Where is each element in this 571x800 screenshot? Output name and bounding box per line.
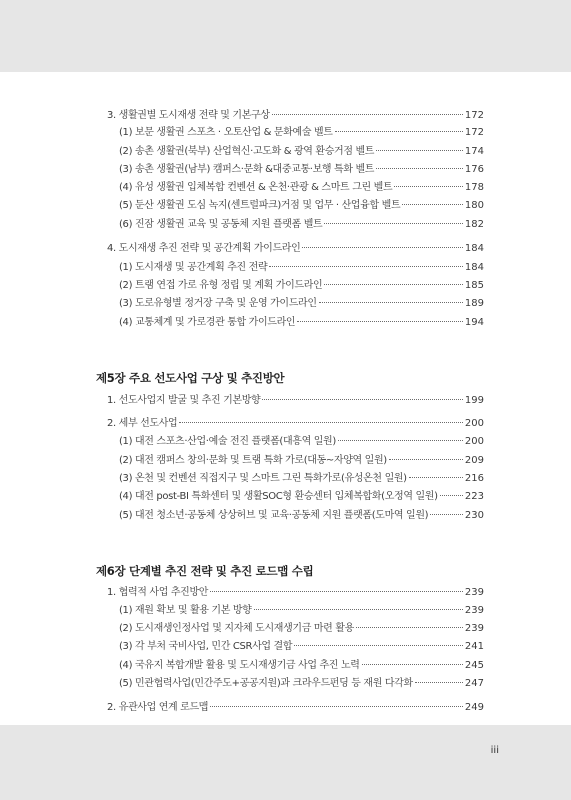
leader-dots (210, 591, 463, 592)
toc-item[interactable] (119, 623, 484, 635)
toc-entry-label: (4) 유성 생활권 입체복합 컨벤션 & 온천·관광 & 스마트 그린 벨트 (119, 182, 393, 193)
toc-item[interactable] (119, 262, 484, 274)
leader-dots (294, 645, 463, 646)
toc-entry-label: (4) 대전 post-BI 특화센터 및 생활SOC형 환승센터 입체복합화(오정역 일원) (119, 491, 438, 502)
toc-entry-label: (3) 도로유형별 정거장 구축 및 운영 가이드라인 (119, 298, 317, 309)
toc-page-number: 174 (464, 146, 484, 157)
toc-entry-label: (2) 트램 연접 가로 유형 정립 및 계획 가이드라인 (119, 280, 323, 291)
toc-page-number: 189 (464, 298, 484, 309)
page-number: iii (490, 745, 499, 756)
toc-item[interactable] (119, 280, 484, 292)
toc-entry-label: (4) 교통체계 및 가로경관 통합 가이드라인 (119, 317, 296, 328)
toc-page-number: 239 (464, 587, 484, 598)
toc-item[interactable] (119, 127, 484, 139)
toc-page-number: 223 (464, 491, 484, 502)
toc-page-number: 216 (464, 473, 484, 484)
leader-dots (376, 150, 463, 151)
toc-entry-label: (3) 송촌 생활권(남부) 캠퍼스·문화 &대중교통·보행 특화 벨트 (119, 164, 375, 175)
toc-item[interactable] (119, 200, 484, 212)
leader-dots (362, 664, 463, 665)
toc-page-number: 230 (464, 510, 484, 521)
toc-item[interactable] (119, 678, 484, 690)
toc-section-heading[interactable] (107, 395, 484, 407)
leader-dots (356, 627, 463, 628)
leader-dots (335, 131, 463, 132)
leader-dots (297, 321, 463, 322)
toc-page-number: 247 (464, 678, 484, 689)
toc-page-number: 249 (464, 702, 484, 713)
toc-item[interactable] (119, 219, 484, 231)
toc-page-number: 194 (464, 317, 484, 328)
header-band (0, 0, 571, 72)
leader-dots (272, 114, 463, 115)
toc-entry-label: (5) 민관협력사업(민간주도+공공지원)과 크라우드펀딩 등 재원 다각화 (119, 678, 413, 689)
toc-page-number: 241 (464, 641, 484, 652)
leader-dots (179, 422, 463, 423)
toc-entry-label: (1) 대전 스포츠·산업·예술 전진 플랫폼(대흥역 일원) (119, 436, 336, 447)
leader-dots (319, 302, 463, 303)
toc-entry-label: (2) 대전 캠퍼스 창의·문화 및 트램 특화 가로(대동~자양역 일원) (119, 455, 387, 466)
leader-dots (269, 266, 463, 267)
leader-dots (402, 204, 463, 205)
toc-entry-label: (4) 국유지 복합개발 활용 및 도시재생기금 사업 추진 노력 (119, 660, 360, 671)
toc-page-number: 239 (464, 605, 484, 616)
toc-page-number: 185 (464, 280, 484, 291)
toc-entry-label: (5) 대전 청소년·공동체 상상허브 및 교육·공동체 지원 플랫폼(도마역 일원) (119, 510, 429, 521)
leader-dots (415, 682, 463, 683)
toc-page-number: 180 (464, 200, 484, 211)
toc-entry-label: 2. 유관사업 연계 로드맵 (107, 702, 209, 713)
toc-section-heading[interactable] (107, 243, 484, 255)
leader-dots (376, 168, 463, 169)
toc-entry-label: (2) 송촌 생활권(북부) 산업혁신·고도화 & 광역 환승거점 벨트 (119, 146, 375, 157)
toc-entry-label: (1) 보문 생활권 스포츠 · 오토산업 & 문화예술 벨트 (119, 127, 333, 138)
toc-item[interactable] (119, 491, 484, 503)
leader-dots (440, 495, 463, 496)
toc-page-number: 209 (464, 455, 484, 466)
leader-dots (302, 247, 463, 248)
leader-dots (262, 399, 463, 400)
toc-section-heading[interactable] (107, 702, 484, 714)
toc-item[interactable] (119, 298, 484, 310)
toc-page-number: 200 (464, 436, 484, 447)
toc-page-number: 239 (464, 623, 484, 634)
leader-dots (430, 514, 463, 515)
toc-entry-label: 2. 세부 선도사업 (107, 418, 178, 429)
toc-section-heading[interactable] (107, 587, 484, 599)
leader-dots (324, 223, 463, 224)
toc-section-heading[interactable] (107, 418, 484, 430)
toc-page-number: 172 (464, 110, 484, 121)
toc-section-heading[interactable] (107, 110, 484, 122)
toc-page-number: 182 (464, 219, 484, 230)
toc-item[interactable] (119, 182, 484, 194)
toc-item[interactable] (119, 436, 484, 448)
chapter-title: 제5장 주요 선도사업 구상 및 추진방안 (96, 371, 285, 385)
toc-entry-label: (5) 둔산 생활권 도심 녹지(센트럴파크)거점 및 업무 · 산업융합 벨트 (119, 200, 401, 211)
toc-entry-label: (3) 온천 및 컨벤션 직접지구 및 스마트 그린 특화가로(유성온천 일원) (119, 473, 407, 484)
toc-page-number: 178 (464, 182, 484, 193)
leader-dots (210, 706, 463, 707)
toc-item[interactable] (119, 317, 484, 329)
leader-dots (338, 440, 463, 441)
toc-page-number: 184 (464, 243, 484, 254)
toc-page-number: 245 (464, 660, 484, 671)
toc-item[interactable] (119, 164, 484, 176)
toc-entry-label: 1. 협력적 사업 추진방안 (107, 587, 209, 598)
toc-page-number: 200 (464, 418, 484, 429)
leader-dots (389, 459, 463, 460)
toc-page-number: 176 (464, 164, 484, 175)
chapter-title: 제6장 단계별 추진 전략 및 추진 로드맵 수립 (96, 564, 314, 578)
leader-dots (409, 477, 463, 478)
toc-item[interactable] (119, 605, 484, 617)
toc-item[interactable] (119, 641, 484, 653)
toc-item[interactable] (119, 510, 484, 522)
leader-dots (324, 284, 463, 285)
toc-item[interactable] (119, 455, 484, 467)
toc-item[interactable] (119, 473, 484, 485)
toc-entry-label: 4. 도시재생 추진 전략 및 공간계획 가이드라인 (107, 243, 301, 254)
leader-dots (254, 609, 463, 610)
toc-page-number: 199 (464, 395, 484, 406)
toc-entry-label: (1) 도시재생 및 공간계획 추진 전략 (119, 262, 268, 273)
toc-entry-label: (2) 도시재생인정사업 및 지자체 도시재생기금 마련 활용 (119, 623, 354, 634)
footer-band (0, 725, 571, 800)
toc-item[interactable] (119, 660, 484, 672)
toc-entry-label: 3. 생활권별 도시재생 전략 및 기본구상 (107, 110, 270, 121)
toc-entry-label: (6) 진잠 생활권 교육 및 공동체 지원 플랫폼 벨트 (119, 219, 323, 230)
toc-item[interactable] (119, 146, 484, 158)
toc-page-number: 172 (464, 127, 484, 138)
toc-entry-label: 1. 선도사업지 발굴 및 추진 기본방향 (107, 395, 261, 406)
toc-entry-label: (1) 재원 확보 및 활용 기본 방향 (119, 605, 252, 616)
toc-entry-label: (3) 각 부처 국비사업, 민간 CSR사업 결합 (119, 641, 293, 652)
toc-page-number: 184 (464, 262, 484, 273)
leader-dots (394, 186, 463, 187)
